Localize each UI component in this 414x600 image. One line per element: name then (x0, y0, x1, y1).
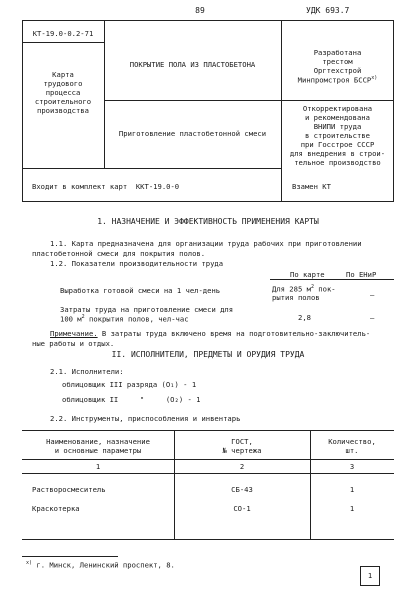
section2-heading: II. ИСПОЛНИТЕЛИ, ПРЕДМЕТЫ И ОРУДИЯ ТРУДА (111, 350, 305, 359)
section1-p1-line1: 1.1. Карта предназначена для организации труда рабочих при приготовлении (50, 239, 362, 248)
table-colnum-2: 2 (239, 462, 245, 471)
page-stamp: 1 (360, 566, 380, 586)
section1-heading: 1. НАЗНАЧЕНИЕ И ЭФФЕКТИВНОСТЬ ПРИМЕНЕНИЯ КАРТЫ (97, 217, 319, 226)
table-colnum-3: 3 (349, 462, 355, 471)
row2-enir: — (370, 313, 375, 322)
udk-code: УДК 693.7 (306, 6, 350, 15)
card-subtitle: Приготовление пластобетонной смеси (118, 129, 267, 138)
col-card-header: По карте (290, 270, 325, 279)
card-code: КТ-19.0-0.2-71 (32, 29, 94, 38)
table-header-qty: Количество, шт. (328, 437, 376, 455)
row1-value: Для 285 $м^2$ пок- рытия полов (272, 284, 336, 303)
card-title: ПОКРЫТИЕ ПОЛА ИЗ ПЛАСТОБЕТОНА (129, 60, 256, 69)
table-row: Растворосмеситель СБ-43 1 (32, 485, 355, 494)
table-top-rule (22, 430, 394, 431)
set-label: Входит в комплект карт ККТ-19.0-0 (32, 182, 180, 191)
set-value: ККТ-19.0-0 (135, 182, 180, 191)
row2-label: Затраты труда на приготовление смеси для 100 $м^2$ покрытия полов, чел-час (60, 305, 234, 324)
worker-2: облицовщик II " (О₂) - 1 (62, 395, 201, 404)
section2-p2: 2.2. Инструменты, приспособления и инвентарь (50, 414, 241, 423)
developer-info: Разработана трестом Оргтехстрой Минпромстроя $БССР^{х)}$ (297, 48, 378, 85)
footnote: $^{х)}$ г. Минск, Ленинский проспект, 8. (26, 560, 175, 570)
table-header-gost: ГОСТ, № чертежа (222, 437, 262, 455)
replaces-label: Взамен КТ (292, 182, 331, 191)
table-colnum-1: 1 (95, 462, 101, 471)
row2-value: 2,8 (298, 313, 311, 322)
page-number: 89 (195, 6, 205, 15)
section1-p1-line2: пластобетонной смеси для покрытия полов. (32, 249, 206, 258)
approval-info: Откорректирована и рекомендована ВНИПИ труда в строительстве при Госстрое СССР для внедрения в строи- тельное производство (289, 104, 386, 167)
table-row: Краскотерка СО-1 1 (32, 504, 355, 513)
col-enir-header: По ЕНиР (346, 270, 377, 279)
card-type: Карта трудового процесса строительного производства (34, 70, 92, 115)
row1-label: Выработка готовой смеси на 1 чел-день (60, 286, 221, 295)
section2-p1: 2.1. Исполнители: (50, 367, 124, 376)
worker-1: облицовщик III разряда (О₁) - 1 (62, 380, 197, 389)
section1-p2: 1.2. Показатели производительности труда (50, 259, 224, 268)
table-header-name: Наименование, назначение и основные параметры (46, 437, 150, 455)
row1-enir: — (370, 290, 375, 299)
note-line1: Примечание. В затраты труда включено время на подготовительно-заключитель- (50, 329, 371, 338)
note-line2: ные работы и отдых. (32, 339, 115, 348)
